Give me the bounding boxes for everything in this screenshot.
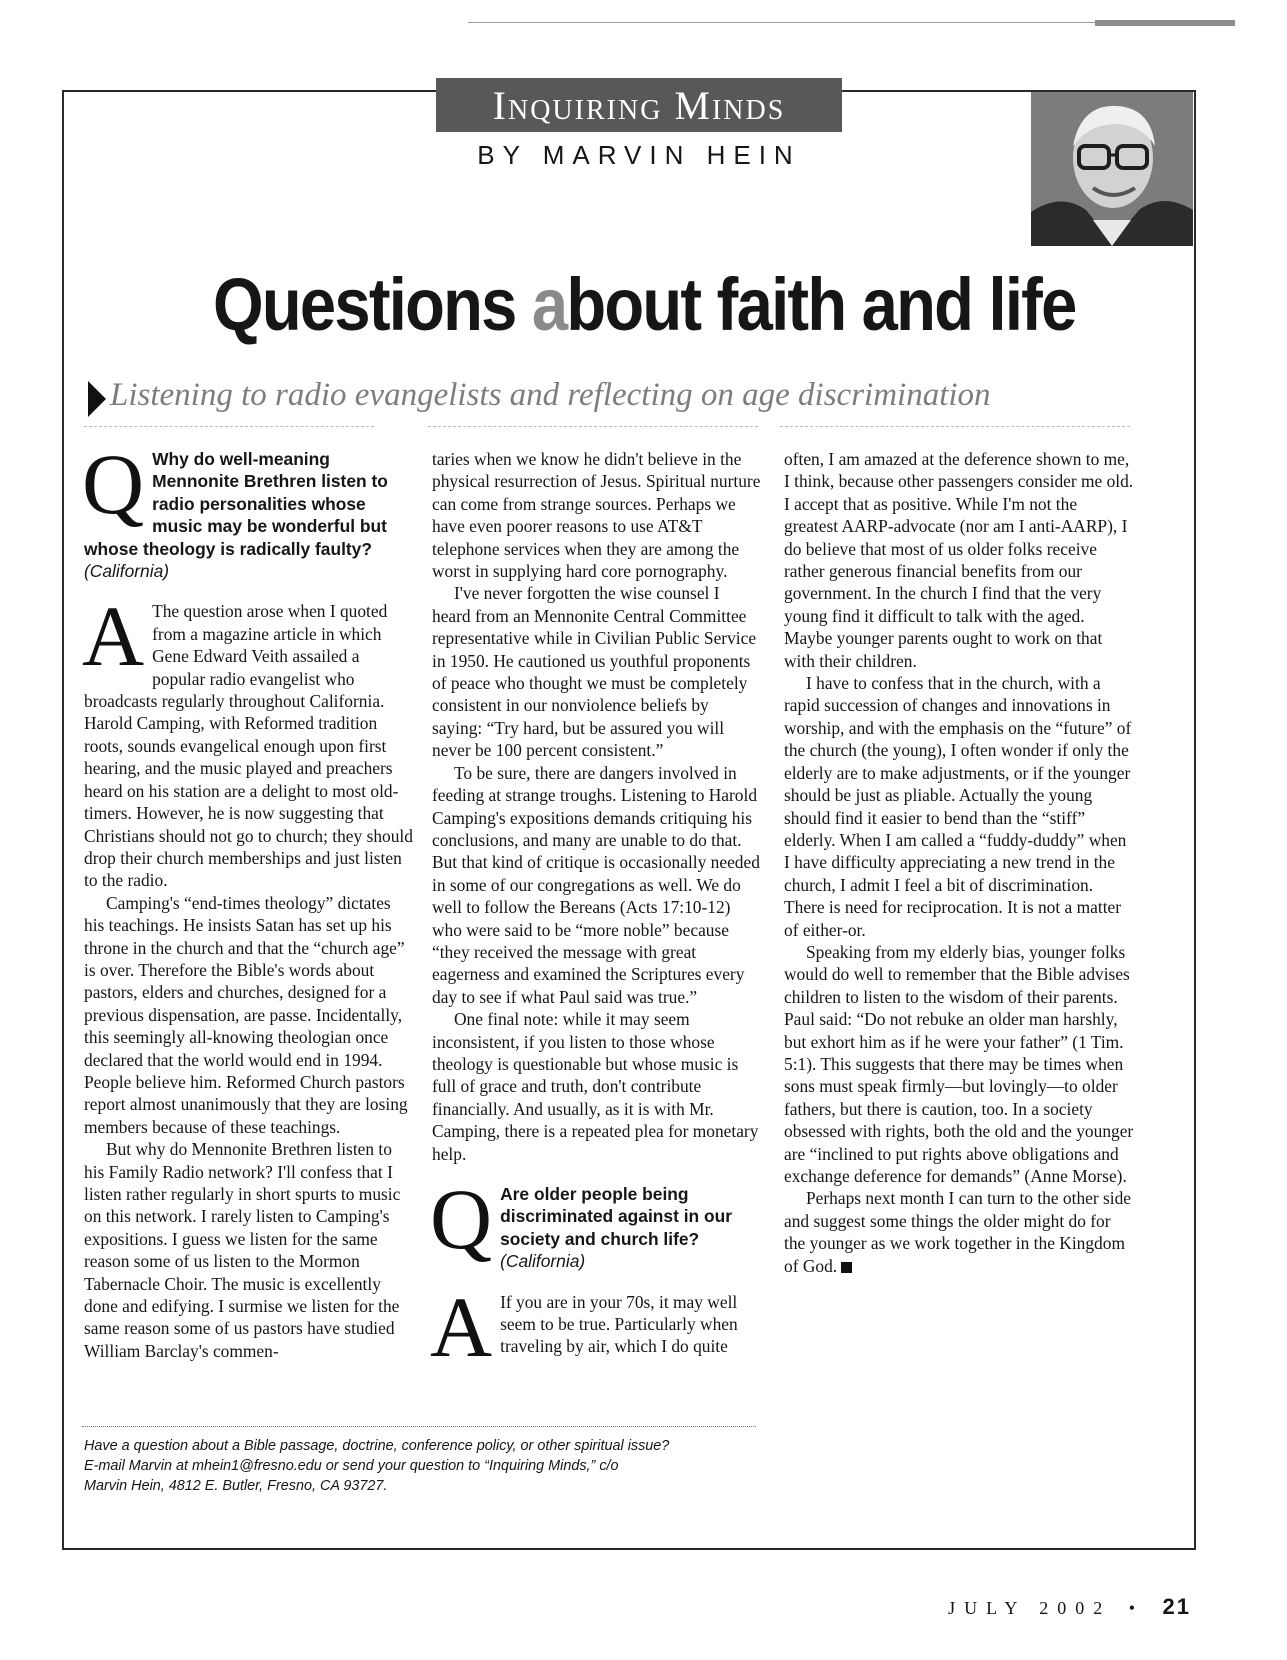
headline <box>78 262 1211 347</box>
footer-line-2: E-mail Marvin at mhein1@fresno.edu or send your question to “Inquiring Minds,” c/o <box>84 1458 619 1474</box>
footer-note <box>84 1436 784 1496</box>
question-1-text: Why do well-meaning Mennonite Brethren listen to radio personalities whose music may be wonderful but whose theology is radically faulty? <box>84 449 388 559</box>
answer-2-paragraph-1: If you are in your 70s, it may well seem to be true. Particularly when traveling by air, which I do quite <box>500 1291 738 1357</box>
byline: BY MARVIN HEIN <box>477 140 801 170</box>
question-2-location: (California) <box>500 1251 586 1272</box>
author-photo <box>1031 92 1193 246</box>
subhead <box>88 370 991 420</box>
footer-line-1: Have a question about a Bible passage, doctrine, conference policy, or other spiritual issue? <box>84 1438 670 1454</box>
subhead-text: Listening to radio evangelists and reflecting on age discrimination <box>110 376 991 413</box>
column-3 <box>784 448 1134 1277</box>
answer-2-paragraph-1-continued: often, I am amazed at the deference shown to me, I think, because other passengers consider me old. I accept that as positive. While I'm not the greatest AARP-advocate (nor am I anti-AARP), I do believe that most of us older folks receive rather generous financial benefits from our government. In the church I find that the very young find it difficult to talk with the aged. Maybe younger parents ought to work on that with their children. <box>784 449 1134 671</box>
question-2-dropcap: Q <box>430 1171 493 1267</box>
folio-bullet: • <box>1128 1598 1136 1618</box>
footer-line-3: Marvin Hein, 4812 E. Butler, Fresno, CA 93727. <box>84 1478 388 1494</box>
footer-rule <box>82 1426 756 1427</box>
answer-2-paragraph-2: I have to confess that in the church, with a rapid succession of changes and innovations in worship, and with the emphasis on the “future” of the church (the young), I often wonder if only the elderly are to make adjustments, or if the younger should be just as pliable. Actually the young should find it easier to bend than the “stiff” elderly. When I am called a “fuddy-duddy” when I have difficulty appreciating a new trend in the church, I admit I feel a bit of discrimination. There is need for reciprocation. It is not a matter of either-or. <box>784 673 1132 940</box>
answer-1-dropcap: A <box>82 588 145 685</box>
answer-1-paragraph-3: But why do Mennonite Brethren listen to his Family Radio network? I'll confess that I listen rather regularly in short spurts to music on this network. I rarely listen to Camping's expositions. I guess we listen for the same reason some of us listen to the Mormon Tabernacle Choir. The music is excellently done and edifying. I surmise we listen for the same reason some of us pastors have studied William Barclay's commen- <box>84 1139 401 1361</box>
triangle-pointer-icon <box>88 381 106 417</box>
headline-accent-letter: a <box>531 263 567 346</box>
folio-issue: JULY 2002 <box>948 1598 1112 1618</box>
question-1-dropcap: Q <box>82 436 145 532</box>
answer-2-paragraph-3: Speaking from my elderly bias, younger folks would do well to remember that the Bible advises children to listen to the wisdom of their parents. Paul said: “Do not rebuke an older man harshly, but exhort him as if he were your father” (1 Tim. 5:1). This suggests that there may be times when sons must speak firmly—but lovingly—to older fathers, but there is caution, too. In a society obsessed with rights, both the old and the younger are “inclined to put rights above obligations and exchange deference for demands” (Anne Morse). <box>784 941 1134 1186</box>
question-2-text: Are older people being discriminated against in our society and church life? <box>500 1184 733 1249</box>
headline-part1: Questions <box>212 263 532 346</box>
column-2 <box>430 448 762 1375</box>
question-1-location: (California) <box>84 561 170 582</box>
answer-1-paragraph-3-continued: taries when we know he didn't believe in the physical resurrection of Jesus. Spiritual nurture can come from strange sources. Perhaps we have even poorer reasons to use AT&T telephone services when they are among the worst in supplying hard core pornography. <box>432 449 761 582</box>
column-1 <box>82 436 414 1362</box>
folio <box>948 1594 1191 1620</box>
answer-1-paragraph-5: To be sure, there are dangers involved in feeding at strange troughs. Listening to Harold Camping's expositions demands critiquing his conclusions, and many are unable to do that. But that kind of critique is occasionally needed in some of our congregations as well. We do well to follow the Bereans (Acts 17:10-12) who were said to be “more noble” because “they received the message with great eagerness and examined the Scriptures every day to see if what Paul said was true.” <box>432 762 760 1007</box>
question-2 <box>430 1171 762 1273</box>
column-rule-middle <box>428 426 758 427</box>
column-name: Inquiring Minds <box>492 82 786 128</box>
answer-1-paragraph-1: The question arose when I quoted from a magazine article in which Gene Edward Veith assailed a popular radio evangelist who broadcasts regularly throughout California. Harold Camping, with Reformed tradition roots, sounds evangelical enough upon first hearing, and the music played and preachers heard on his station are a delight to most old-timers. However, he is now suggesting that Christians should not go to church; they should drop their church memberships and just listen to the radio. <box>84 601 413 891</box>
answer-2-dropcap: A <box>430 1278 493 1375</box>
answer-2-paragraph-4: Perhaps next month I can turn to the other side and suggest some things the older might do for the younger as we work together in the Kingdom of God. <box>784 1188 1132 1276</box>
column-rule-right <box>780 426 1130 427</box>
column-banner <box>436 78 842 132</box>
answer-2 <box>430 1278 762 1375</box>
question-1 <box>82 436 414 582</box>
top-rule-accent <box>1095 20 1235 26</box>
answer-1-paragraph-6: One final note: while it may seem inconsistent, if you listen to those whose theology is questionable but whose music is full of grace and truth, don't contribute financially. And usually, as it is with Mr. Camping, there is a repeated plea for monetary help. <box>432 1009 759 1164</box>
page-number: 21 <box>1162 1594 1191 1619</box>
headline-part2: bout faith and life <box>566 263 1076 346</box>
answer-1 <box>82 588 414 891</box>
answer-1-paragraph-2: Camping's “end-times theology” dictates his teachings. He insists Satan has set up his throne in the church and that the “church age” is over. Therefore the Bible's words about pastors, elders and churches, designed for a previous dispensation, are passe. Incidentally, this seemingly all-knowing theologian once declared that the world would end in 1994. People believe him. Reformed Church pastors report almost unanimously that they are losing members because of these teachings. <box>84 892 408 1137</box>
column-rule-left <box>84 426 374 427</box>
end-of-article-icon <box>841 1262 852 1273</box>
answer-1-paragraph-4: I've never forgotten the wise counsel I heard from an Mennonite Central Committee representative while in Civilian Public Service in 1950. He cautioned us youthful proponents of peace who thought we must be completely consistent in our nonviolence beliefs by saying: “Try hard, but be assured you will never be 100 percent consistent.” <box>432 583 757 761</box>
